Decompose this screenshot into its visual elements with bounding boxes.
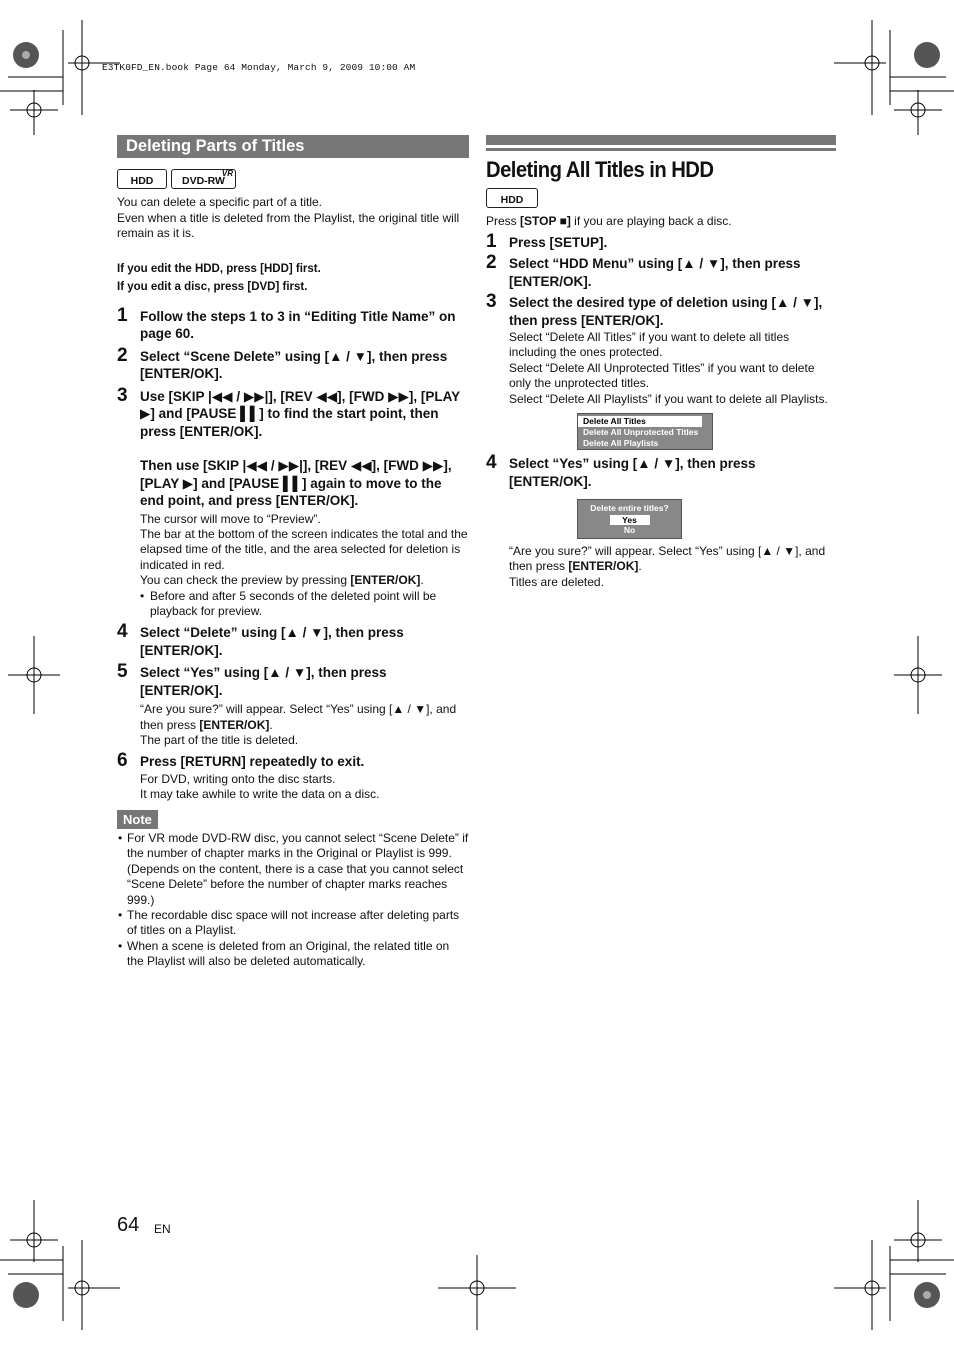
right-column <box>486 135 836 590</box>
step-number: 2 <box>117 344 128 366</box>
menu-item-delete-unprotected[interactable]: Delete All Unprotected Titles <box>583 427 699 438</box>
step-text: Press [RETURN] repeatedly to exit. <box>140 753 365 769</box>
page-number: 64 <box>117 1214 140 1236</box>
detail-line: For DVD, writing onto the disc starts. <box>140 772 336 787</box>
confirm-no[interactable]: No <box>623 525 636 536</box>
detail-line: It may take awhile to write the data on a disc. <box>140 787 380 802</box>
detail-line: “Are you sure?” will appear. Select “Yes” using [▲ / ▼], and then press [ENTER/OK]. <box>509 544 826 574</box>
step-details <box>117 702 469 748</box>
hdd-badge: HDD <box>117 169 167 189</box>
intro-line: Press [STOP ■] if you are playing back a disc. <box>486 214 732 228</box>
step-number: 4 <box>117 621 128 643</box>
detail-line: The part of the title is deleted. <box>140 733 299 748</box>
step <box>486 291 836 329</box>
section-title: Deleting Parts of Titles <box>117 135 469 158</box>
step <box>117 661 469 699</box>
intro-line: Even when a title is deleted from the Playlist, the original title will remain as it is. <box>117 210 460 240</box>
step-number: 1 <box>486 230 497 252</box>
step <box>117 749 469 771</box>
detail-line: Select “Delete All Playlists” if you want to delete all Playlists. <box>509 391 828 406</box>
step-details <box>117 772 469 803</box>
language-code: EN <box>154 1222 171 1236</box>
step-details <box>117 512 469 620</box>
menu-item-delete-playlists[interactable]: Delete All Playlists <box>583 438 659 449</box>
step-details <box>486 544 836 590</box>
page-title: Deleting All Titles in HDD <box>486 157 714 182</box>
delete-type-menu <box>577 413 713 450</box>
left-column <box>117 135 469 970</box>
detail-line: Select “Delete All Titles” if you want to delete all titles including the ones protected. <box>509 330 790 360</box>
print-header: E3TK0FD_EN.book Page 64 Monday, March 9, 2009 10:00 AM <box>102 62 416 73</box>
note-label: Note <box>117 810 158 829</box>
note-item: • The recordable disc space will not increase after deleting parts of titles on a Playlist. <box>117 908 469 939</box>
note-item: • For VR mode DVD-RW disc, you cannot select “Scene Delete” if the number of chapter marks in the Original or Playlist is 999. (Depends on the content, there is a case that you cannot select “Scene Delete” before the number of chapter marks reaches 999.) <box>117 831 469 908</box>
intro-line: You can delete a specific part of a title. <box>117 195 323 209</box>
step <box>486 230 836 252</box>
step-text: Select “Scene Delete” using [▲ / ▼], then press [ENTER/OK]. <box>140 348 448 381</box>
step-text: Select “Delete” using [▲ / ▼], then press [ENTER/OK]. <box>140 625 404 658</box>
step <box>486 252 836 290</box>
step <box>117 304 469 343</box>
confirm-title: Delete entire titles? <box>590 503 669 514</box>
step <box>117 621 469 659</box>
menu-item-delete-all-titles[interactable]: Delete All Titles <box>578 416 702 427</box>
hdd-badge: HDD <box>486 188 538 208</box>
detail-line: The cursor will move to “Preview”. <box>140 511 321 526</box>
step-text: Follow the steps 1 to 3 in “Editing Title Name” on page 60. <box>140 308 456 341</box>
step-number: 2 <box>486 252 497 273</box>
step-details <box>486 330 836 407</box>
note-section <box>117 810 469 970</box>
step-text: Then use [SKIP |◀◀ / ▶▶|], [REV ◀◀], [FWD ▶▶], [PLAY ▶] and [PAUSE ▌▌] again to move to the end point, and press [ENTER/OK]. <box>140 458 452 508</box>
step-number: 3 <box>117 384 128 406</box>
step <box>117 344 469 383</box>
step <box>486 452 836 490</box>
step-text: Press [SETUP]. <box>509 234 608 250</box>
detail-line: You can check the preview by pressing [ENTER/OK]. <box>140 573 424 588</box>
detail-line: “Are you sure?” will appear. Select “Yes” using [▲ / ▼], and then press [ENTER/OK]. <box>140 702 457 732</box>
step-text: Select the desired type of deletion using [▲ / ▼], then press [ENTER/OK]. <box>509 295 823 328</box>
title-rule <box>486 148 836 151</box>
step-text: Select “HDD Menu” using [▲ / ▼], then press [ENTER/OK]. <box>509 256 801 289</box>
bold-note: If you edit a disc, press [DVD] first. <box>117 280 308 293</box>
step-text: Use [SKIP |◀◀ / ▶▶|], [REV ◀◀], [FWD ▶▶], [PLAY ▶] and [PAUSE ▌▌] to find the start point, then press [ENTER/OK]. <box>140 388 460 439</box>
note-item: • When a scene is deleted from an Original, the related title on the Playlist will also be deleted automatically. <box>117 939 469 970</box>
step-number: 5 <box>117 661 128 683</box>
step-number: 1 <box>117 304 128 326</box>
bold-note: If you edit the HDD, press [HDD] first. <box>117 262 321 275</box>
media-badges <box>117 169 469 193</box>
detail-bullet: • Before and after 5 seconds of the deleted point will be playback for preview. <box>140 589 469 620</box>
title-rule <box>486 135 836 145</box>
step-number: 6 <box>117 749 128 771</box>
confirm-dialog <box>577 499 682 539</box>
dvd-rw-badge: VR DVD-RW <box>171 169 236 189</box>
detail-line: Titles are deleted. <box>509 574 604 589</box>
step-text: Select “Yes” using [▲ / ▼], then press [ENTER/OK]. <box>509 456 756 489</box>
detail-line: The bar at the bottom of the screen indicates the total and the elapsed time of the title, and the area selected for deletion is indicated in red. <box>140 526 468 572</box>
step-number: 3 <box>486 291 497 312</box>
step-text: Select “Yes” using [▲ / ▼], then press [ENTER/OK]. <box>140 665 387 698</box>
step-number: 4 <box>486 452 497 474</box>
step <box>117 384 469 510</box>
detail-line: Select “Delete All Unprotected Titles” if you want to delete only the unprotected titles. <box>509 360 815 391</box>
confirm-yes[interactable]: Yes <box>610 515 650 525</box>
